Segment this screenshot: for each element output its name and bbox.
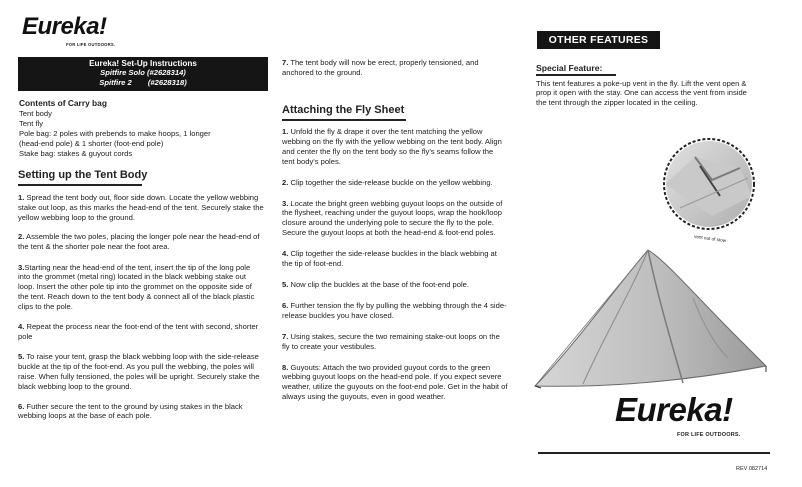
special-feature-text: This tent features a poke-up vent in the fly. Lift the vent open & prop it open with the stay. One can access the vent from inside the tent through the zipper located in the ceiling.	[536, 78, 747, 108]
vent-closeup-illustration	[660, 122, 758, 242]
special-feature-rule	[536, 74, 616, 76]
fly-step: 3. Locate the bright green webbing guyout loops on the outside of the flysheet, reaching under the guyout loops, wrap the hook/loop closure around the underlying pole to secure the fly to the pole. Secure the guyout loops at both the head-end & foot-end poles.	[282, 198, 503, 238]
setup-tent-heading-rule	[18, 184, 142, 186]
vent-caption: vent out of stow	[693, 233, 727, 244]
footer-rule	[538, 452, 770, 454]
fly-step: 5. Now clip the buckles at the base of the foot-end pole.	[282, 279, 470, 289]
fly-step: 2. Clip together the side-release buckle on the yellow webbing.	[282, 177, 493, 187]
revision-label: REV 082714	[736, 466, 768, 472]
contents-line: Tent body	[19, 109, 52, 118]
setup-tent-heading: Setting up the Tent Body	[18, 169, 148, 181]
setup-step: 1. Spread the tent body out, floor side down. Locate the yellow webbing stake out loop, as this marks the head-end of the tent. Securely stake the yellow webbing loop to the ground.	[18, 193, 264, 222]
contents-line: Stake bag: stakes & guyout cords	[19, 148, 133, 158]
setup-tent-steps	[18, 193, 264, 421]
fly-sheet-steps	[282, 127, 508, 402]
setup-step: 4. Repeat the process near the foot-end of the tent with second, shorter pole	[18, 322, 259, 341]
fly-step: 6. Further tension the fly by pulling the webbing through the 4 side-release buckles you have closed.	[282, 300, 507, 320]
contents-heading: Contents of Carry bag	[19, 98, 107, 108]
tent-illustration	[533, 238, 768, 393]
setup-header-box	[18, 57, 268, 91]
setup-step: 6. Futher secure the tent to the ground by using stakes in the black webbing loops at the base of each pole.	[18, 401, 243, 421]
fly-sheet-heading: Attaching the Fly Sheet	[282, 104, 405, 116]
contents-section	[19, 98, 279, 159]
fly-step: 7. Using stakes, secure the two remaining stake-out loops on the fly to create your vestibules.	[282, 331, 500, 351]
setup-step: 2. Assemble the two poles, placing the longer pole near the head-end of the tent & the shorter pole near the foot area.	[18, 231, 260, 251]
setup-step-7: 7. The tent body will now be erect, properly tensioned, and anchored to the ground.	[282, 58, 479, 77]
tent-svg	[533, 238, 768, 393]
setup-header-model2-sku: (#2628318)	[147, 77, 187, 87]
brand-wordmark: Eureka!	[22, 13, 107, 40]
setup-step: 3.Starting near the head-end of the tent, insert the tip of the long pole into the grommet (metal ring) located in the black webbing stake out loop. Insert the other pole tip into the grommet on the opposite side of the tent. Reach down to the tent body & connect all of the black plastic clips to the pole.	[18, 262, 255, 312]
special-feature-block	[536, 63, 758, 108]
setup-header-model2-name: Spitfire 2	[99, 77, 132, 87]
contents-line: Tent fly	[19, 118, 44, 128]
setup-header-model2	[18, 78, 268, 88]
contents-list	[19, 109, 279, 159]
fly-step: 1. Unfold the fly & drape it over the tent matching the yellow webbing on the fly with the yellow webbing on the tent body. Align and center the fly on the tent body so the fly's seams follow the tent body's poles.	[282, 127, 502, 166]
brand-logo-bottom	[615, 392, 775, 442]
fly-step: 8. Guyouts: Attach the two provided guyout cords to the green webbing guyout loops on the head-end pole. If you expect severe weather, utilize the guyouts on the foot-end pole. Get in the habit of always using the guyouts, even in good weather.	[282, 362, 508, 402]
other-features-header: OTHER FEATURES	[537, 31, 660, 49]
setup-step: 5. To raise your tent, grasp the black webbing loop with the side-release buckle at the tip of the foot-end. As you pull the webbing, the poles will raise. When fully tensioned, the poles will be upright. Securely stake the black webbing loop to the ground.	[18, 351, 260, 391]
brand-tagline: FOR LIFE OUTDOORS.	[66, 42, 116, 47]
setup-header-title: Eureka! Set-Up Instructions	[89, 59, 197, 68]
contents-line: Pole bag: 2 poles with prebends to make hoops, 1 longer	[19, 128, 211, 138]
setup-header-model1: Spitfire Solo (#2628314)	[100, 68, 186, 77]
fly-step: 4. Clip together the side-release buckles in the black webbing at the tip of foot-end.	[282, 249, 497, 269]
brand-wordmark-large: Eureka!	[615, 391, 733, 428]
contents-line: (head-end pole) & 1 shorter (foot-end pole)	[19, 138, 164, 148]
special-feature-heading: Special Feature:	[536, 63, 603, 73]
brand-logo-top	[22, 14, 132, 50]
fly-sheet-heading-rule	[282, 119, 406, 121]
brand-tagline-large: FOR LIFE OUTDOORS.	[677, 432, 741, 438]
vent-closeup-svg	[660, 122, 758, 242]
step7-block	[282, 58, 504, 78]
